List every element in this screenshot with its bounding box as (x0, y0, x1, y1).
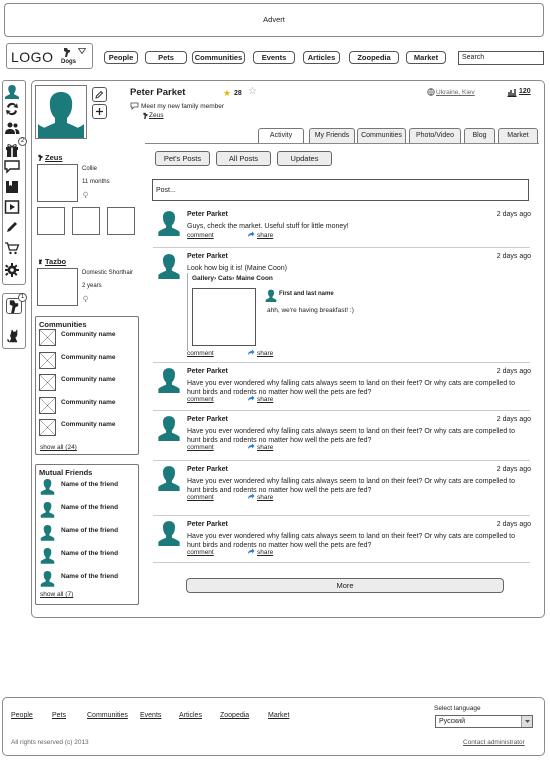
friend-name[interactable]: Name of the friend (61, 527, 119, 534)
share-icon (247, 493, 255, 501)
search-field[interactable] (458, 51, 544, 65)
nav-zoopedia[interactable]: Zoopedia (349, 51, 399, 64)
nav-market[interactable]: Market (406, 51, 446, 64)
friend-avatar[interactable] (40, 524, 55, 541)
post-author-avatar[interactable] (157, 367, 181, 393)
community-image[interactable] (39, 329, 56, 346)
tab-my-friends[interactable]: My Friends (309, 128, 355, 143)
comment-link[interactable]: comment (187, 232, 214, 239)
book-icon[interactable] (4, 180, 20, 194)
tabs-baseline (145, 143, 539, 144)
chevron-down-icon (521, 716, 532, 727)
plus-icon (95, 107, 104, 116)
friend-name[interactable]: Name of the friend (61, 504, 119, 511)
community-image[interactable] (39, 397, 56, 414)
stats-count[interactable]: 120 (519, 88, 531, 95)
language-select[interactable] (435, 715, 533, 728)
post-divider (153, 362, 530, 363)
rating-value: 28 (234, 90, 242, 97)
cat-icon (37, 258, 44, 267)
post-author[interactable]: Peter Parket (187, 521, 228, 528)
avatar-icon[interactable] (4, 85, 20, 99)
logo: LOGO (11, 49, 54, 65)
pet-breed: Collie (82, 166, 98, 172)
share-link[interactable]: share (257, 350, 274, 357)
tab-blog[interactable]: Blog (464, 128, 495, 143)
friend-avatar[interactable] (40, 547, 55, 564)
gallery-author-avatar[interactable] (265, 289, 277, 302)
post-text: Have you ever wondered why falling cats always seem to land on their feet? Or why cats are compelled to hunt birds and rodents no matter how well the pets are fed? (187, 478, 515, 494)
post-time: 2 days ago (496, 466, 531, 473)
tab-activity[interactable]: Activity (258, 128, 304, 144)
post-text: Have you ever wondered why falling cats always seem to land on their feet? Or why cats are compelled to hunt birds and rodents no matter how well the pets are fed? (187, 533, 515, 549)
search-input[interactable]: Search (462, 54, 485, 61)
share-icon (247, 443, 255, 451)
profile-photo[interactable] (35, 85, 87, 139)
gallery-divider (187, 273, 188, 351)
friend-avatar[interactable] (40, 478, 55, 495)
play-icon[interactable] (4, 200, 20, 214)
gallery-attachment (187, 273, 527, 351)
community-name[interactable]: Community name (61, 398, 116, 406)
nav-events[interactable]: Events (253, 51, 295, 64)
comment-link[interactable]: comment (187, 549, 214, 556)
filter-pet-s-posts[interactable]: Pet's Posts (155, 151, 210, 166)
favorite-star-icon[interactable]: ☆ (248, 86, 257, 97)
post-author-avatar[interactable] (157, 253, 181, 279)
friend-avatar[interactable] (40, 501, 55, 518)
pet-breed: Domestic Shorthair (82, 270, 134, 276)
post-text: Have you ever wondered why falling cats always seem to land on their feet? Or why cats are compelled to hunt birds and rodents no matter how well the pets are fed? (187, 428, 515, 444)
community-name[interactable]: Community name (61, 331, 116, 338)
post-time: 2 days ago (496, 368, 531, 375)
communities-title: Communities (39, 320, 87, 329)
pet-photo[interactable] (37, 268, 78, 306)
pet-selector-label: Dogs (61, 59, 76, 65)
mutual-friends-panel (35, 464, 139, 605)
pet-age: 11 months (82, 179, 110, 185)
footer-link-events[interactable]: Events (140, 712, 162, 719)
footer-link-zoopedia[interactable]: Zoopedia (220, 712, 250, 719)
dog-icon (37, 154, 44, 163)
star-icon: ★ (223, 88, 232, 98)
location-link[interactable]: Ukraine, Kiev (436, 89, 475, 96)
post-input[interactable] (152, 179, 529, 201)
copyright: All rights reserved (c) 2013 (11, 739, 89, 746)
tab-communities[interactable]: Communities (357, 128, 406, 143)
filter-updates[interactable]: Updates (277, 151, 332, 166)
more-button[interactable] (186, 578, 504, 593)
post-divider (153, 247, 530, 248)
community-name[interactable]: Community name (61, 376, 116, 383)
more-label: More (336, 581, 354, 590)
chat-icon[interactable] (4, 160, 20, 174)
friend-avatar[interactable] (40, 570, 55, 587)
post-author[interactable]: Peter Parket (187, 416, 228, 423)
gender-male-icon (82, 191, 89, 200)
communities-show-all[interactable]: show all (24) (40, 444, 77, 451)
post-time: 2 days ago (496, 416, 531, 423)
pet-age: 2 years (82, 283, 102, 289)
community-image[interactable] (39, 419, 56, 436)
cart-icon[interactable] (4, 241, 20, 255)
post-divider (153, 515, 530, 516)
friend-name[interactable]: Name of the friend (61, 573, 119, 580)
pet-photo[interactable] (37, 164, 78, 202)
gear-icon[interactable] (4, 263, 20, 277)
post-author[interactable]: Peter Parket (187, 466, 228, 473)
nav-pets[interactable]: Pets (145, 51, 187, 64)
pet-gallery-thumb[interactable] (37, 207, 65, 235)
post-author-avatar[interactable] (157, 520, 181, 546)
post-author-avatar[interactable] (157, 415, 181, 441)
advert-label: Advert (263, 15, 285, 24)
chevron-down-icon[interactable] (78, 48, 86, 56)
dog-icon (62, 47, 72, 59)
share-icon (247, 548, 255, 556)
comment-link[interactable]: comment (187, 350, 214, 357)
share-icon (247, 231, 255, 239)
post-author[interactable]: Peter Parket (187, 368, 228, 375)
post-placeholder: Post... (156, 187, 176, 194)
share-icon (247, 349, 255, 357)
pet-gallery-thumb[interactable] (107, 207, 135, 235)
status-pet-link[interactable]: Zeus (149, 112, 164, 119)
footer (2, 697, 545, 756)
gender-female-icon (82, 295, 89, 304)
footer-link-people[interactable]: People (11, 712, 33, 719)
pencil-icon (95, 90, 104, 99)
status-text: Meet my new family member (141, 103, 225, 110)
pet-name-link[interactable]: Tazbo (45, 257, 67, 266)
speech-bubble-icon (130, 102, 139, 112)
mutual-friends-title: Mutual Friends (39, 468, 93, 477)
add-button[interactable] (92, 104, 107, 119)
comment-link[interactable]: comment (187, 494, 214, 501)
advert-banner[interactable] (4, 3, 544, 37)
pencil-icon[interactable] (4, 220, 20, 234)
community-image[interactable] (39, 374, 56, 391)
footer-link-communities[interactable]: Communities (87, 712, 128, 719)
swap-icon[interactable] (4, 102, 20, 116)
community-image[interactable] (39, 352, 56, 369)
pet-gallery-thumb[interactable] (72, 207, 100, 235)
community-name[interactable]: Community name (61, 421, 116, 428)
post-author-avatar[interactable] (157, 210, 181, 236)
post-divider (153, 460, 530, 461)
post-author-avatar[interactable] (157, 465, 181, 491)
footer-link-market[interactable]: Market (268, 712, 290, 719)
community-name[interactable]: Community name (61, 353, 116, 361)
nav-people[interactable]: People (104, 51, 138, 64)
post-text: Look how big it is! (Maine Coon) (187, 265, 287, 272)
gift-icon[interactable] (4, 143, 20, 157)
friend-name[interactable]: Name of the friend (61, 481, 119, 488)
stats-icon[interactable] (507, 88, 517, 99)
tab-photo-video[interactable]: Photo/Video (409, 128, 461, 143)
post-time: 2 days ago (496, 521, 531, 528)
post-text: Guys, check the market. Useful stuff for little money! (187, 223, 349, 230)
gallery-caption: ahh, we're having breakfast! :) (267, 307, 354, 314)
contact-link[interactable]: Contact administrator (463, 739, 525, 746)
filter-all-posts[interactable]: All Posts (216, 151, 271, 166)
nav-articles[interactable]: Articles (303, 51, 340, 64)
friend-name[interactable]: Name of the friend (61, 550, 119, 557)
share-link[interactable]: share (257, 494, 274, 501)
footer-link-articles[interactable]: Articles (179, 712, 202, 719)
edit-photo-button[interactable] (92, 87, 107, 102)
cat-icon[interactable] (6, 328, 22, 344)
tab-market[interactable]: Market (498, 128, 538, 143)
pet-name-link[interactable]: Zeus (45, 153, 63, 162)
post-time: 2 days ago (496, 253, 531, 260)
communities-panel (35, 316, 139, 455)
share-link[interactable]: share (257, 396, 274, 403)
post-author[interactable]: Peter Parket (187, 211, 228, 218)
globe-icon (427, 88, 435, 98)
post-author[interactable]: Peter Parket (187, 253, 228, 260)
footer-link-pets[interactable]: Pets (52, 712, 67, 719)
post-text: Have you ever wondered why falling cats always seem to land on their feet? Or why cats are compelled to hunt birds and rodents no matter how well the pets are fed? (187, 380, 515, 396)
language-label: Select language (434, 705, 481, 712)
comment-link[interactable]: comment (187, 444, 214, 451)
gallery-author[interactable]: First and last name (279, 291, 334, 297)
share-link[interactable]: share (257, 549, 274, 556)
gallery-path[interactable]: Gallery› Cats› Maine Coon (192, 275, 273, 282)
people-icon[interactable] (4, 121, 20, 135)
logo-block[interactable] (6, 43, 93, 69)
gift-badge: 2 (18, 137, 27, 146)
comment-link[interactable]: comment (187, 396, 214, 403)
pet-badge: 1 (18, 293, 27, 302)
dog-icon (142, 112, 149, 121)
post-divider (153, 410, 530, 411)
friends-show-all[interactable]: show all (7) (40, 591, 74, 598)
post-divider (153, 562, 530, 563)
share-link[interactable]: share (257, 444, 274, 451)
nav-communities[interactable]: Communities (192, 51, 245, 64)
profile-name: Peter Parket (130, 87, 186, 98)
post-time: 2 days ago (496, 211, 531, 218)
share-link[interactable]: share (257, 232, 274, 239)
language-value: Русский (439, 718, 465, 725)
gallery-photo[interactable] (192, 288, 256, 346)
share-icon (247, 395, 255, 403)
